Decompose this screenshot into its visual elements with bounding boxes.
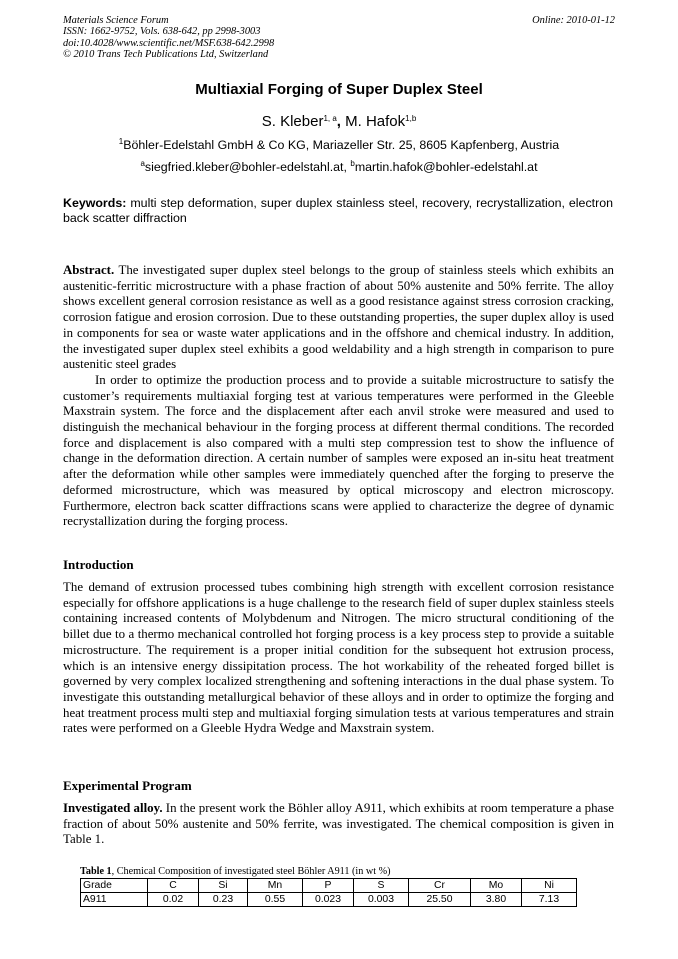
authors-line [0,113,678,130]
experimental-paragraph [63,801,614,848]
abstract-paragraph-2: In order to optimize the production process and to provide a suitable microstructure to satisfy the customer’s requirements multiaxial forging test at various temperatures were performed in the Gleeble Maxstrain system. The force and the displacement after each anvil stroke were measured and used to distinguish the mechanical behaviour in the forging process at different thermal conditions. The recorded force and displacement is also compared with a multi step compression test to show the influence of change in the deformation direction. A certain number of samples were exposed an in-situ heat treatment after the deformation while other samples were immediately quenched after the forging to preserve the deformed microstructure, which was measured by optical microscopy and electron microscopy. Furthermore, electron back scatter diffractions scans were applied to characterize the degree of dynamic recrystallization during the forging process. [63,372,614,529]
email-b-sup: b [350,159,355,168]
composition-table [80,878,577,907]
table-cell: 0.23 [199,893,248,907]
investigated-alloy-label: Investigated alloy. [63,801,163,815]
keywords [63,196,613,225]
author-2-sup: 1,b [405,114,417,123]
table-header-cell: Mo [471,879,522,893]
email-a: siegfried.kleber@bohler-edelstahl.at, [144,160,351,174]
table-header-cell: Mn [248,879,303,893]
table-cell: A911 [81,893,148,907]
table-cell: 0.023 [303,893,354,907]
table-row [81,893,577,907]
affiliation-sup: 1 [118,137,124,146]
table-header-cell: S [354,879,409,893]
paper-title: Multiaxial Forging of Super Duplex Steel [195,81,483,98]
table-header-row [81,879,577,893]
author-1-sup: 1, a [323,114,337,123]
table-cell: 7.13 [522,893,577,907]
abstract [63,263,614,530]
table-cell: 0.02 [148,893,199,907]
table-header-cell: Grade [81,879,148,893]
table-cell: 0.003 [354,893,409,907]
table-cell: 3.80 [471,893,522,907]
table-cell: 25.50 [409,893,471,907]
journal-name: Materials Science Forum [63,15,169,26]
issn-line: ISSN: 1662-9752, Vols. 638-642, pp 2998-3003 [63,26,261,38]
abstract-label: Abstract. [63,263,115,277]
affiliation [0,138,678,152]
table-header-cell: Si [199,879,248,893]
table-caption-text: , Chemical Composition of investigated steel Böhler A911 (in wt %) [111,866,391,877]
author-2: M. Hafok [345,113,406,130]
table-caption-label: Table 1 [80,866,112,877]
online-date: Online: 2010-01-12 [532,15,615,26]
investigated-alloy-text: In the present work the Böhler alloy A911, which exhibits at room temperature a phase fraction of about 50% austenite and 50% ferrite, was investigated. The chemical composition is given in Table 1. [63,801,614,847]
keywords-label: Keywords: [63,196,127,210]
table-header-cell: C [148,879,199,893]
copyright-line: © 2010 Trans Tech Publications Ltd, Switzerland [63,49,269,61]
table-header-cell: P [303,879,354,893]
emails-line [0,160,678,174]
introduction-text: The demand of extrusion processed tubes combining high strength with excellent corrosion resistance especially for offshore applications is a huge challenge to the research field of super duplex stainless steels containing increased contents of Molybdenum and Nitrogen. The micro structural conditioning of the billet due to a thermo mechanical controlled hot forging process is a key process step to provide a suitable microstructure. The requirement is a proper initial condition for the subsequent hot extrusion process, which is an intensive energy dissipitation process. The hot workability of the reheated forged billet is governed by very complex localized strengthening and softening interactions in the dual phase system. To investigate this outstanding metallurgical behavior of these alloys and in order to optimize the forging and heat treatment process multi step and multiaxial forging simulation tests at various temperatures and strain rates were performed on a Gleeble Hydra Wedge and Maxstrain system. [63,580,614,736]
table-caption [80,866,391,877]
experimental-heading: Experimental Program [63,778,192,793]
abstract-paragraph-1: The investigated super duplex steel belongs to the group of stainless steels which exhibits an austenitic-ferritic microstructure with a phase fraction of about 50% austenite and 50% ferrite. The alloy shows excellent general corrosion resistance as well as a good resistance against stress corrosion cracking, corrosion fatigue and erosion corrosion. Due to these outstanding properties, the super duplex alloy is used in components for sea or waste water applications and in the offshore and chemical industry. In addition, the investigated super duplex steel exhibits a good weldability and a high strength in comparison to pure austenitic steel grades [63,263,614,372]
table-header-cell: Cr [409,879,471,893]
author-separator: , [336,113,346,130]
introduction-heading: Introduction [63,557,134,572]
keywords-text: multi step deformation, super duplex stainless steel, recovery, recrystallization, electron back scatter diffraction [63,196,613,225]
table-cell: 0.55 [248,893,303,907]
table-header-cell: Ni [522,879,577,893]
doi-line: doi:10.4028/www.scientific.net/MSF.638-642.2998 [63,37,275,49]
author-1: S. Kleber [261,113,324,130]
affiliation-text: Böhler-Edelstahl GmbH & Co KG, Mariazeller Str. 25, 8605 Kapfenberg, Austria [123,138,560,152]
email-b: martin.hafok@bohler-edelstahl.at [354,160,538,174]
journal-header [63,15,274,61]
email-a-sup: a [140,159,145,168]
